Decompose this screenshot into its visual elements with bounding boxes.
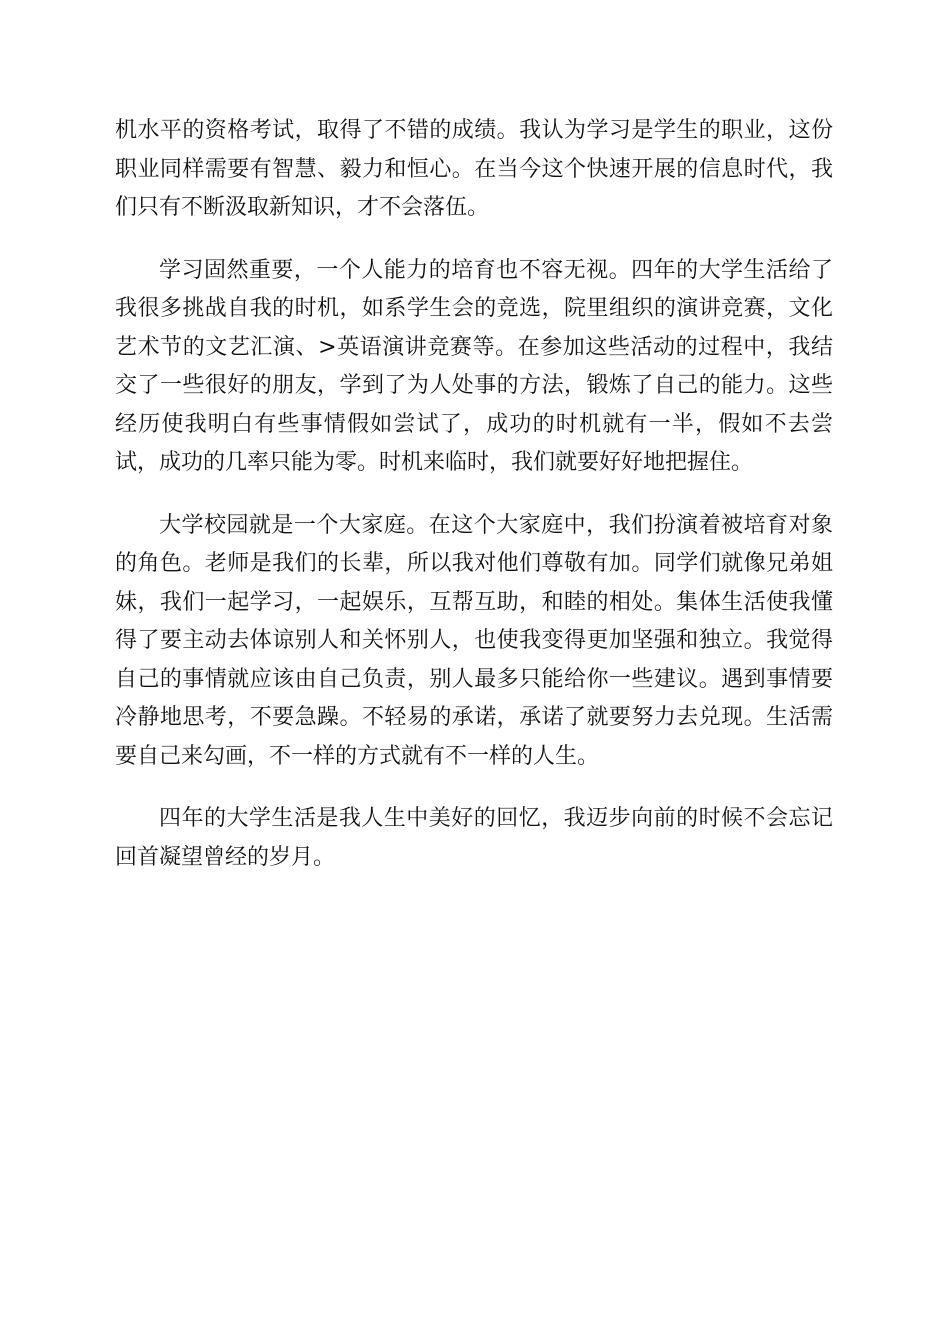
paragraph-continuation: 机水平的资格考试，取得了不错的成绩。我认为学习是学生的职业，这份职业同样需要有智慧、毅力和恒心。在当今这个快速开展的信息时代，我们只有不断汲取新知识，才不会落伍。: [115, 118, 833, 220]
paragraph-conclusion: 四年的大学生活是我人生中美好的回忆，我迈步向前的时候不会忘记回首凝望曾经的岁月。: [115, 806, 833, 870]
document-body: [115, 112, 833, 901]
paragraph-campus-family: 大学校园就是一个大家庭。在这个大家庭中，我们扮演着被培育对象的角色。老师是我们的长辈，所以我对他们尊敬有加。同学们就像兄弟姐妹，我们一起学习，一起娱乐，互帮互助，和睦的相处。集体生活使我懂得了要主动去体谅别人和关怀别人，也使我变得更加坚强和独立。我觉得自己的事情就应该由自己负责，别人最多只能给你一些建议。遇到事情要冷静地思考，不要急躁。不轻易的承诺，承诺了就要努力去兑现。生活需要自己来勾画，不一样的方式就有不一样的人生。: [115, 512, 833, 769]
paragraph-ability: 学习固然重要，一个人能力的培育也不容无视。四年的大学生活给了我很多挑战自我的时机，如系学生会的竞选，院里组织的演讲竞赛，文化艺术节的文艺汇演、>英语演讲竞赛等。在参加这些活动的过程中，我结交了一些很好的朋友，学到了为人处事的方法，锻炼了自己的能力。这些经历使我明白有些事情假如尝试了，成功的时机就有一半，假如不去尝试，成功的几率只能为零。时机来临时，我们就要好好地把握住。: [115, 257, 833, 475]
